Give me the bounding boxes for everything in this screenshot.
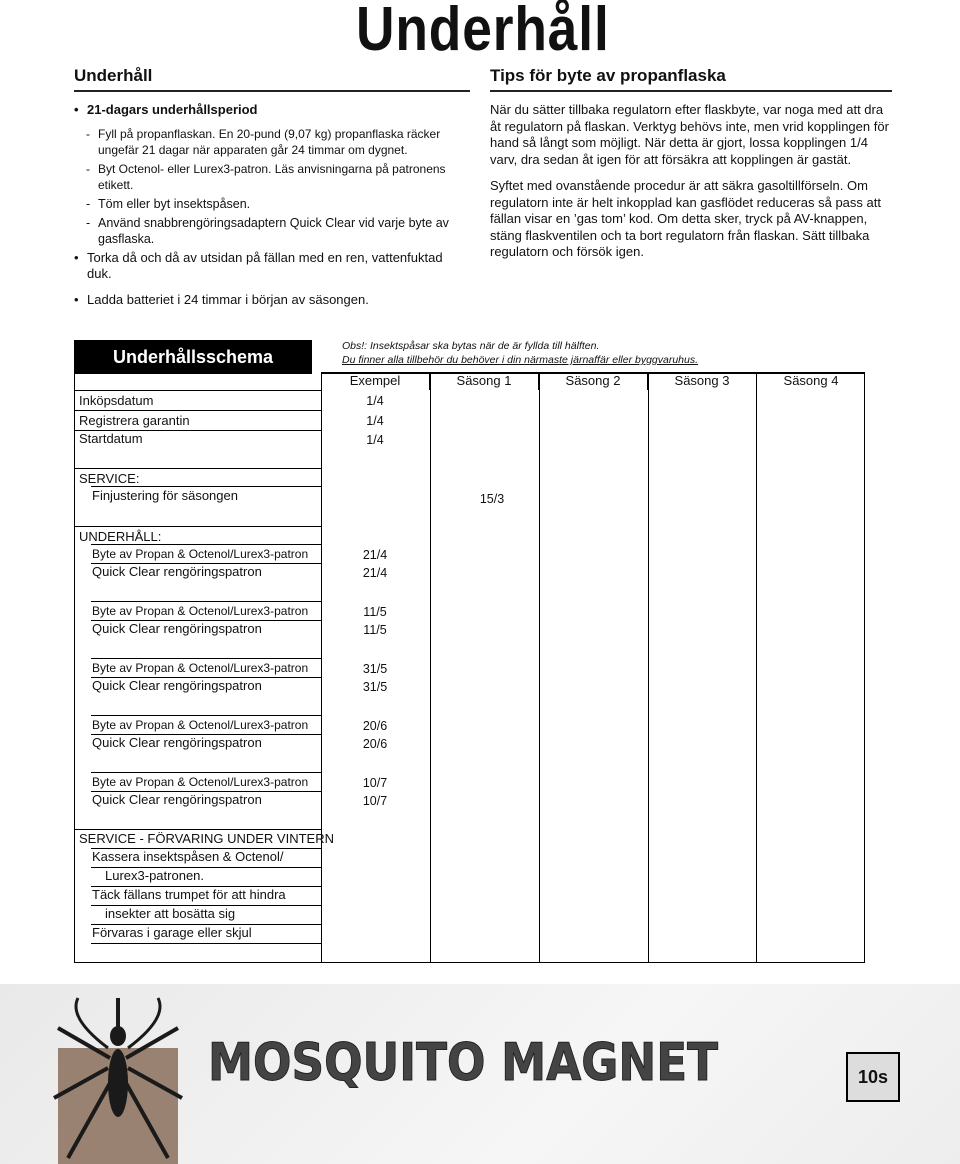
sub-item: - Byt Octenol- eller Lurex3-patron. Läs anvisningarna på patronens etikett. xyxy=(74,161,470,193)
col-header-season-3: Säsong 3 xyxy=(647,372,756,390)
row-label: Quick Clear rengöringspatron xyxy=(92,792,262,807)
row-value: 20/6 xyxy=(362,737,388,751)
row-divider xyxy=(91,715,321,716)
table-header-row xyxy=(321,372,865,390)
maintenance-heading: Underhåll xyxy=(74,66,470,92)
winter-line: Lurex3-patronen. xyxy=(105,868,205,883)
page-title: Underhåll xyxy=(355,0,610,64)
tips-paragraph: När du sätter tillbaka regulatorn efter flaskbyte, var noga med att dra åt regulatorn på flaskan. Verktyg behövs inte, men vrid kopplingen för hand så långt som möjligt. När detta är gjort, lossa kopplingen 1/4 varv, dra sedan åt igen för att försäkra att kopplingen är gastät. xyxy=(490,102,889,167)
bullet-item: • Torka då och då av utsidan på fällan med en ren, vattenfuktad duk. xyxy=(74,250,470,282)
column-divider xyxy=(430,372,431,962)
schedule-note xyxy=(342,339,698,367)
brand-logo xyxy=(208,1032,728,1092)
row-divider xyxy=(75,526,321,527)
row-label: Quick Clear rengöringspatron xyxy=(92,678,262,693)
row-value: 21/4 xyxy=(362,566,388,580)
note-line: Obs!: Insektspåsar ska bytas när de är fyllda till hälften. xyxy=(342,340,600,352)
row-value: 11/5 xyxy=(363,623,387,637)
row-divider xyxy=(91,601,321,602)
row-divider xyxy=(75,390,321,391)
row-divider xyxy=(75,410,321,411)
tips-section xyxy=(490,66,892,271)
row-label: Inköpsdatum xyxy=(79,393,154,408)
winter-heading: SERVICE - FÖRVARING UNDER VINTERN xyxy=(79,831,334,846)
service-heading: SERVICE: xyxy=(79,471,140,486)
tips-heading: Tips för byte av propanflaska xyxy=(490,66,892,92)
winter-line: Förvaras i garage eller skjul xyxy=(92,925,252,940)
row-value: 10/7 xyxy=(362,776,388,790)
winter-line: Kassera insektspåsen & Octenol/ xyxy=(92,849,284,864)
note-line: Du finner alla tillbehör du behöver i din närmaste järnaffär eller byggvaruhus. xyxy=(342,354,699,366)
schedule-title: Underhållsschema xyxy=(74,340,312,374)
bullet-item: • Ladda batteriet i 24 timmar i början av säsongen. xyxy=(74,292,470,308)
row-label: Byte av Propan & Octenol/Lurex3-patron xyxy=(92,775,309,789)
col-header-season-1: Säsong 1 xyxy=(429,372,538,390)
row-label: Finjustering för säsongen xyxy=(92,488,238,503)
row-value: 15/3 xyxy=(479,492,505,506)
row-value: 20/6 xyxy=(362,719,388,733)
row-value: 1/4 xyxy=(366,433,384,447)
row-label: Quick Clear rengöringspatron xyxy=(92,735,262,750)
sub-item: - Fyll på propanflaskan. En 20-pund (9,07 kg) propanflaska räcker ungefär 21 dagar när apparaten går 24 timmar om dygnet. xyxy=(74,126,470,158)
tips-paragraph: Syftet med ovanstående procedur är att säkra gasoltillförseln. Om regulatorn inte är helt inkopplad kan gasflödet reduceras så pass att fällan visar en ’gas tom’ kod. Om detta sker, tryck på AV-knappen, stäng flaskventilen och ta bort regulatorn från flaskan. Sätt tillbaka regulatorn och försök igen. xyxy=(490,178,881,259)
row-divider xyxy=(91,658,321,659)
row-value: 21/4 xyxy=(362,548,388,562)
sub-item: - Töm eller byt insektspåsen. xyxy=(74,196,470,212)
row-label: Registrera garantin xyxy=(79,413,190,428)
period-title: • 21-dagars underhållsperiod xyxy=(74,102,470,118)
col-header-season-4: Säsong 4 xyxy=(756,372,865,390)
column-divider xyxy=(321,372,322,962)
row-label: Byte av Propan & Octenol/Lurex3-patron xyxy=(92,547,309,561)
col-header-season-2: Säsong 2 xyxy=(538,372,647,390)
maint-heading: UNDERHÅLL: xyxy=(79,529,162,544)
column-divider xyxy=(756,372,757,962)
row-divider xyxy=(91,772,321,773)
row-label: Quick Clear rengöringspatron xyxy=(92,621,262,636)
column-divider xyxy=(648,372,649,962)
page-badge: 10s xyxy=(846,1052,900,1102)
sub-item: - Använd snabbrengöringsadaptern Quick Clear vid varje byte av gasflaska. xyxy=(74,215,470,247)
row-value: 10/7 xyxy=(362,794,388,808)
row-label: Startdatum xyxy=(79,431,143,446)
row-value: 1/4 xyxy=(366,394,384,408)
winter-line: Täck fällans trumpet för att hindra xyxy=(92,887,286,902)
row-label: Byte av Propan & Octenol/Lurex3-patron xyxy=(92,604,309,618)
footer-band xyxy=(0,984,960,1164)
maintenance-section xyxy=(74,66,470,314)
row-value: 1/4 xyxy=(366,414,384,428)
schedule-table xyxy=(74,372,865,963)
row-divider xyxy=(75,468,321,469)
row-value: 11/5 xyxy=(363,605,387,619)
row-label: Byte av Propan & Octenol/Lurex3-patron xyxy=(92,718,309,732)
row-label: Byte av Propan & Octenol/Lurex3-patron xyxy=(92,661,309,675)
row-divider xyxy=(91,544,321,545)
row-label: Quick Clear rengöringspatron xyxy=(92,564,262,579)
row-value: 31/5 xyxy=(362,680,388,694)
row-divider xyxy=(91,943,321,944)
mosquito-icon xyxy=(48,988,188,1164)
col-header-example: Exempel xyxy=(349,373,401,388)
column-divider xyxy=(864,372,865,962)
row-divider xyxy=(75,829,321,830)
row-divider xyxy=(91,486,321,487)
row-value: 31/5 xyxy=(362,662,388,676)
svg-text:MOSQUITO MAGNET: MOSQUITO MAGNET xyxy=(208,1033,719,1093)
column-divider xyxy=(539,372,540,962)
winter-line: insekter att bosätta sig xyxy=(105,906,236,921)
